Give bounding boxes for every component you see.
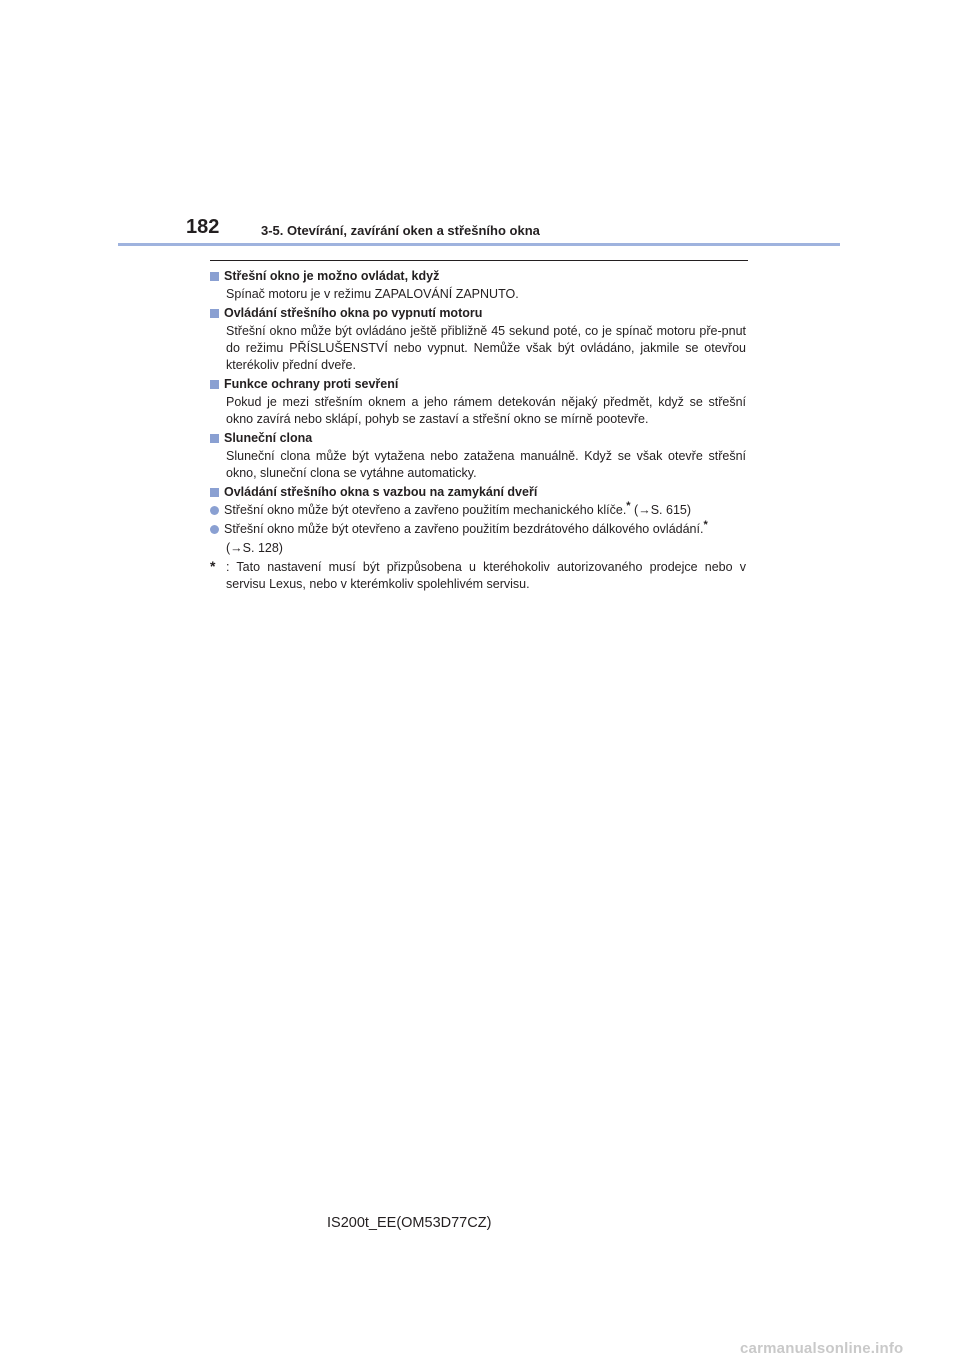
section-heading (210, 484, 746, 501)
footnote (210, 559, 746, 593)
section-body: Spínač motoru je v režimu ZAPALOVÁNÍ ZAPNUTO. (226, 287, 519, 301)
content-rule (210, 260, 748, 261)
square-bullet-icon (210, 272, 219, 281)
square-bullet-icon (210, 380, 219, 389)
chapter-title: 3-5. Otevírání, zavírání oken a střešního okna (261, 223, 540, 238)
list-item-text (224, 518, 746, 538)
section-heading (210, 376, 746, 393)
square-bullet-icon (210, 488, 219, 497)
header-rule (118, 243, 840, 246)
bullet-text: Střešní okno může být otevřeno a zavřeno použitím bezdrátového dálkového ovládání. (224, 522, 704, 536)
page-number: 182 (186, 216, 220, 238)
square-bullet-icon (210, 309, 219, 318)
footer-model-code: IS200t_EE(OM53D77CZ) (327, 1215, 492, 1231)
list-item (210, 518, 746, 538)
bullet-text: Střešní okno může být otevřeno a zavřeno použitím mechanického klíče. (224, 503, 627, 517)
circle-bullet-icon (210, 506, 219, 515)
list-item (210, 499, 746, 519)
section-heading-text: Střešní okno je možno ovládat, když (224, 269, 440, 283)
content-area (210, 268, 746, 593)
section-door-lock-link (210, 484, 746, 557)
square-bullet-icon (210, 434, 219, 443)
section-heading-text: Sluneční clona (224, 431, 313, 445)
circle-bullet-icon (210, 525, 219, 534)
section-heading-text: Ovládání střešního okna s vazbou na zamykání dveří (224, 485, 538, 499)
section-heading (210, 305, 746, 322)
section-body: Pokud je mezi střešním oknem a jeho rámem detekován nějaký předmět, když se střešní okno zavírá nebo sklápí, pohyb se zastaví a střešní okno se mírně pootevře. (226, 395, 746, 426)
section-jam-protection (210, 376, 746, 428)
footnote-text: : Tato nastavení musí být přizpůsobena u kteréhokoliv autorizovaného prodejce nebo v servisu Lexus, nebo v kterémkoliv spolehlivém servisu. (226, 560, 746, 591)
section-heading (210, 430, 746, 447)
section-heading-text: Funkce ochrany proti sevření (224, 377, 399, 391)
section-after-engine-off (210, 305, 746, 374)
section-heading-text: Ovládání střešního okna po vypnutí motoru (224, 306, 483, 320)
list-item-text (224, 499, 746, 519)
section-sunshade (210, 430, 746, 482)
watermark: carmanualsonline.info (740, 1340, 904, 1357)
section-body: Střešní okno může být ovládáno ještě přibližně 45 sekund poté, co je spínač motoru pře-pnut do režimu PŘÍSLUŠENSTVÍ nebo vypnut. Nemůže však být ovládáno, jakmile se otevřou kterékoliv přední dveře. (226, 324, 746, 372)
section-body: Sluneční clona může být vytažena nebo zatažena manuálně. Když se však otevře střešní okno, sluneční clona se vytáhne automaticky. (226, 449, 746, 480)
footnote-asterisk: * (210, 558, 216, 574)
section-heading (210, 268, 746, 285)
asterisk-mark: * (703, 518, 708, 531)
page-reference: (→S. 128) (226, 541, 283, 555)
page-reference: (→S. 615) (630, 503, 692, 517)
asterisk-mark: * (626, 499, 631, 512)
section-operation-condition (210, 268, 746, 303)
